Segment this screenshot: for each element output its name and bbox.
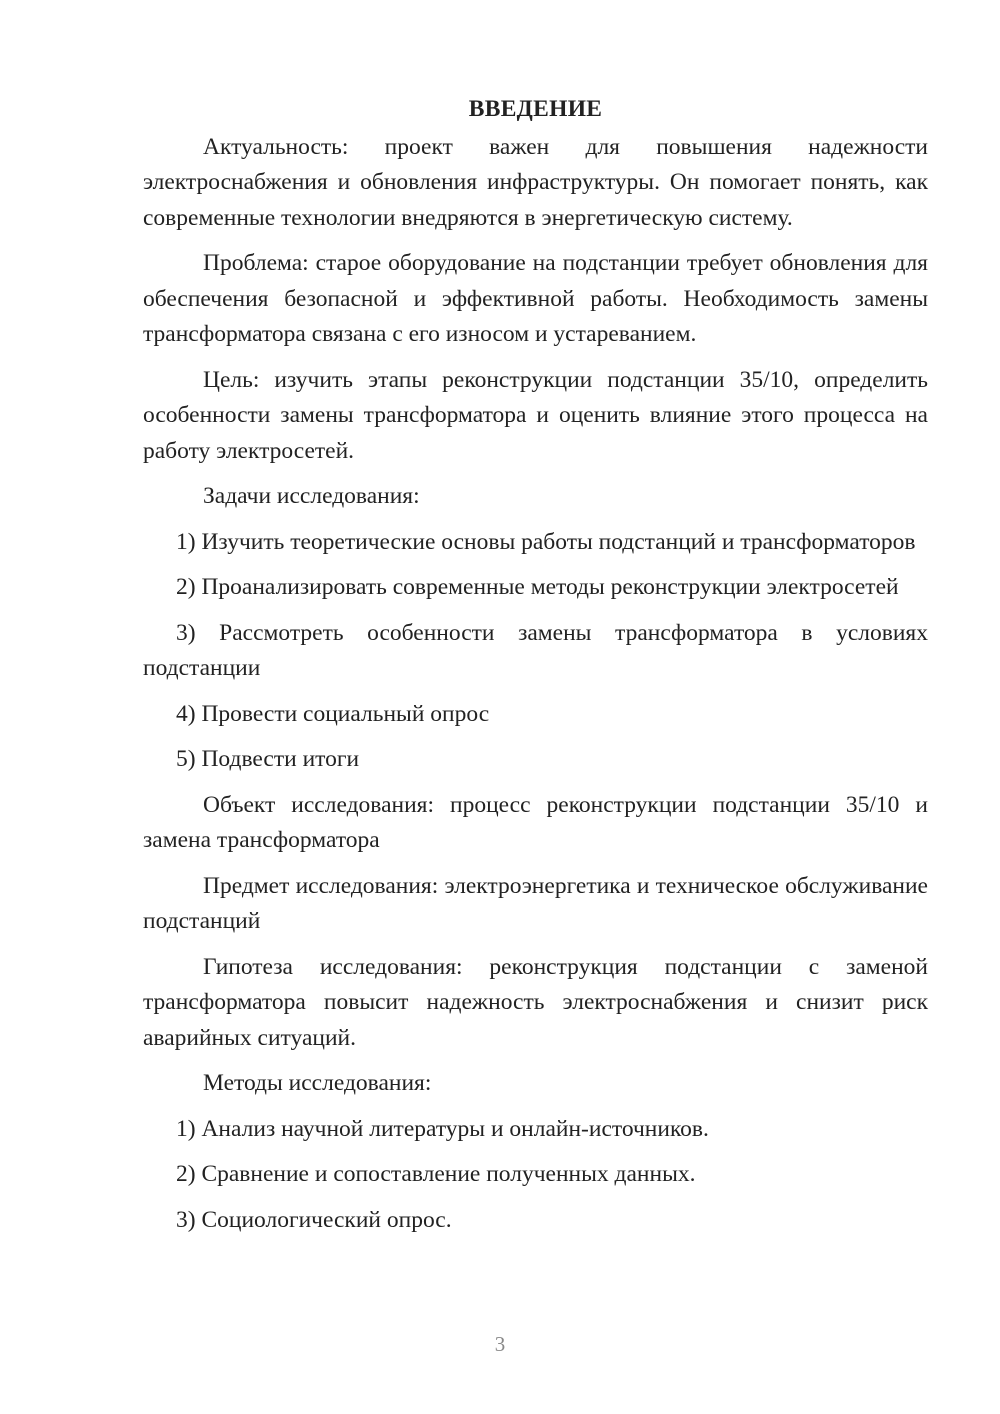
methods-heading: Методы исследования:	[203, 1070, 432, 1096]
method-item-1: 1) Анализ научной литературы и онлайн-источников.	[176, 1115, 709, 1142]
method-item-2: 2) Сравнение и сопоставление полученных данных.	[176, 1161, 696, 1187]
problem-paragraph: Проблема: старое оборудование на подстанции требует обновления для обеспечения безопасной и эффективной работы. Необходимость замены трансформатора связана с его износом и устареванием.	[143, 250, 928, 347]
task-item-1: 1) Изучить теоретические основы работы подстанций и трансформаторов	[176, 528, 916, 555]
tasks-heading: Задачи исследования:	[203, 483, 420, 509]
subject-paragraph: Предмет исследования: электроэнергетика и техническое обслуживание подстанций	[143, 872, 928, 934]
object-paragraph: Объект исследования: процесс реконструкции подстанции 35/10 и замена трансформатора	[143, 791, 928, 853]
page-content	[143, 92, 928, 1248]
hypothesis-paragraph: Гипотеза исследования: реконструкция подстанции с заменой трансформатора повысит надежность электроснабжения и снизит риск аварийных ситуаций.	[143, 953, 928, 1051]
page-number: 3	[494, 1332, 506, 1356]
method-item-3: 3) Социологический опрос.	[176, 1206, 452, 1233]
task-item-3: 3) Рассмотреть особенности замены трансформатора в условиях подстанции	[143, 619, 928, 681]
task-item-2: 2) Проанализировать современные методы реконструкции электросетей	[176, 574, 899, 600]
task-item-4: 4) Провести социальный опрос	[176, 700, 490, 727]
relevance-paragraph: Актуальность: проект важен для повышения надежности электроснабжения и обновления инфраструктуры. Он помогает понять, как современные технологии внедряются в энергетическую систему.	[143, 133, 928, 231]
section-heading: ВВЕДЕНИЕ	[468, 96, 603, 122]
task-item-5: 5) Подвести итоги	[176, 746, 360, 772]
goal-paragraph: Цель: изучить этапы реконструкции подстанции 35/10, определить особенности замены трансформатора и оценить влияние этого процесса на работу электросетей.	[143, 366, 928, 464]
